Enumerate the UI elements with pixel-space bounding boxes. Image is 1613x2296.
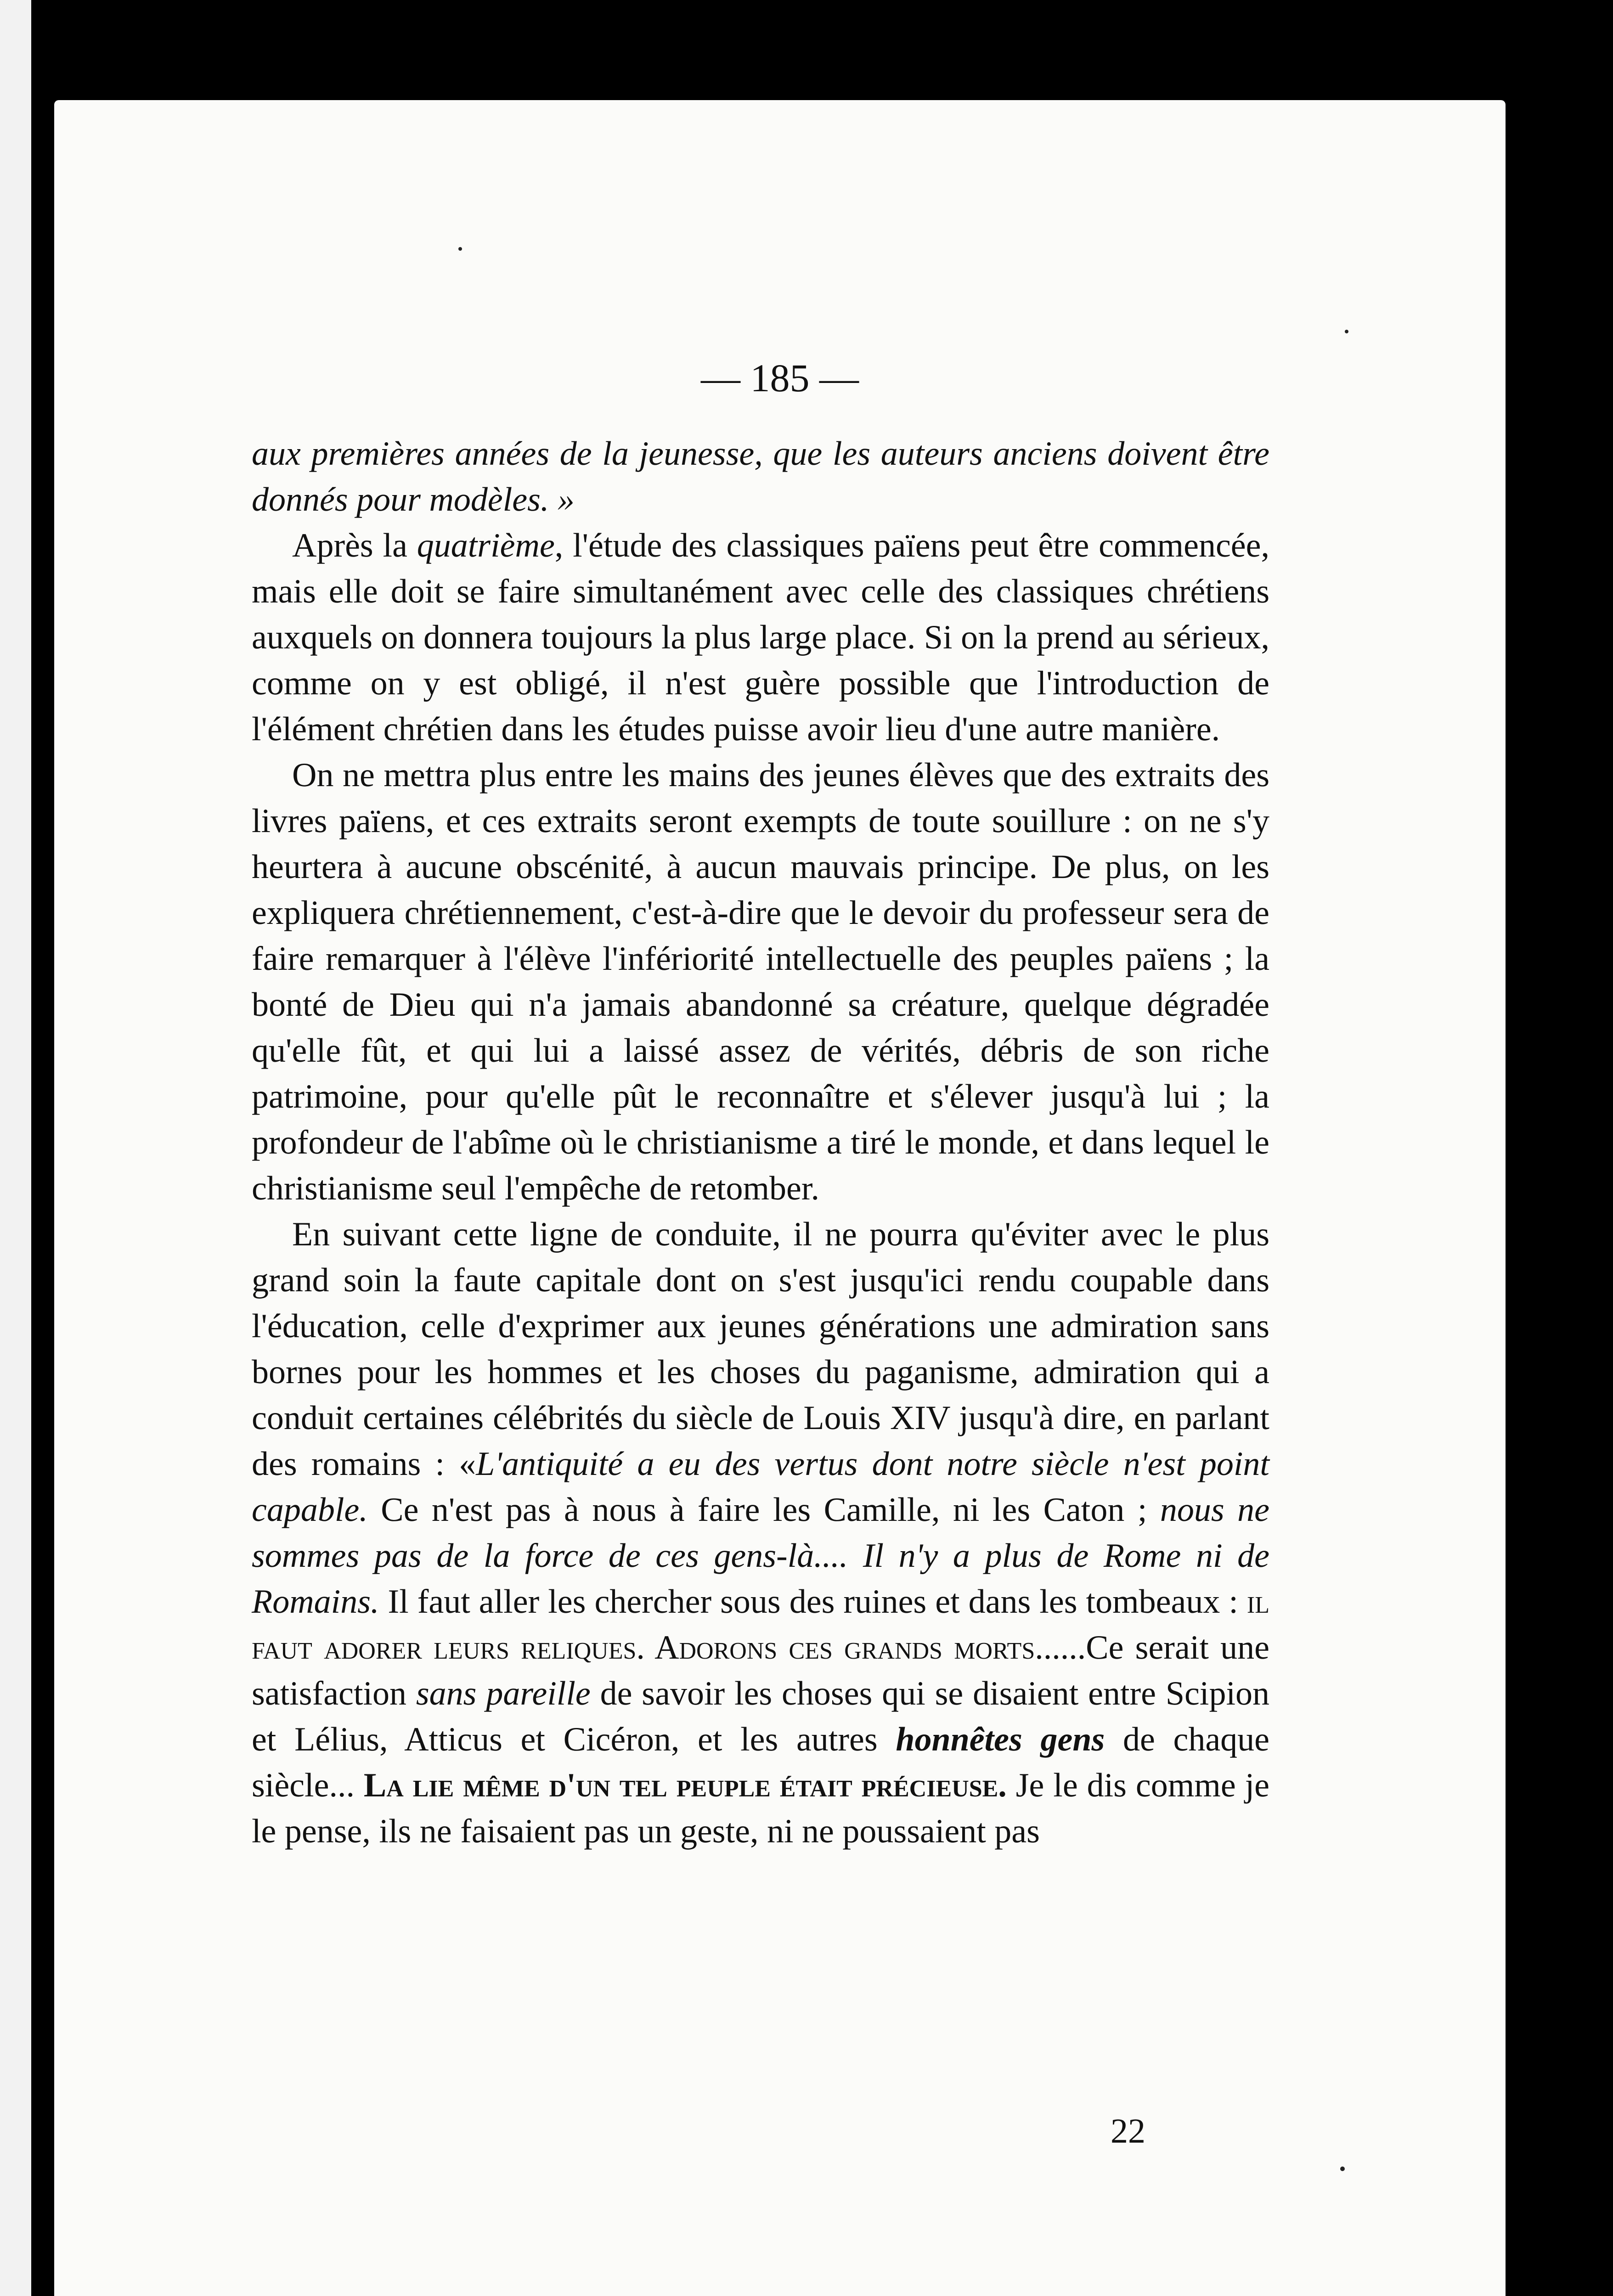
p4-quote-italic-2: nous ne sommes pas de la force de ces gens-là.... Il n'y a plus de Rome ni de Romains.	[252, 1491, 1269, 1621]
scan-speck	[1345, 330, 1348, 333]
p4-part-a: En suivant cette ligne de conduite, il ne pourra qu'éviter avec le plus grand soin la faute capitale dont on s'est jusqu'ici rendu coupable dans l'éducation, celle d'exprimer aux jeunes générations une admiration sans bornes pour les hommes et les choses du paganisme, admiration qui a conduit certaines célébrités du siècle de Louis XIV jusqu'à dire, en parlant des romains : «	[252, 1216, 1269, 1483]
p4-part-k: de chaque siècle...	[252, 1721, 1270, 1804]
p4-part-m: Je le dis comme je le pense, ils ne faisaient pas un geste, ni ne poussaient pas	[252, 1767, 1269, 1850]
p2-part-c: , l'étude des classiques païens peut être commencée, mais elle doit se faire simultanément avec celle des classiques chrétiens auxquels on donnera toujours la plus large place. Si on la prend au sérieux, comme on y est obligé, il n'est guère possible que l'introduction de l'élément chrétien dans les études puisse avoir lieu d'une autre manière.	[252, 527, 1269, 748]
paragraph-1: aux premières années de la jeunesse, que les auteurs anciens doivent être donnés pour modèles. »	[252, 435, 1269, 518]
body-text	[252, 431, 1269, 1854]
p4-part-e: Il faut aller les chercher sous des ruines et dans les tombeaux :	[379, 1583, 1247, 1621]
p2-part-a: Après la	[292, 527, 417, 564]
scan-left-edge	[0, 0, 31, 2296]
p4-italic-sans-pareille: sans pareille	[416, 1675, 591, 1712]
p4-smallcaps-2: La lie même d'un tel peuple était précieuse.	[363, 1767, 1007, 1804]
p4-quote-italic-1: L'antiquité a eu des vertus dont notre siècle n'est point capable.	[252, 1445, 1269, 1529]
signature-mark: 22	[1111, 2112, 1145, 2150]
p4-part-c: Ce n'est pas à nous à faire les Camille, ni les Caton ;	[367, 1491, 1160, 1529]
page-number-header: — 185 —	[701, 356, 859, 400]
scan-speck	[458, 247, 462, 251]
paragraph-4	[252, 1211, 1269, 1854]
p4-italic-honnetes-gens: honnêtes gens	[896, 1721, 1105, 1758]
p4-part-g: ......Ce serait une satisfaction	[252, 1629, 1269, 1712]
p4-smallcaps-1: il faut adorer leurs reliques. Adorons ces grands morts	[252, 1583, 1269, 1666]
p2-italic-word: quatrième	[417, 527, 555, 564]
scan-speck	[1340, 2167, 1345, 2171]
paragraph-2	[252, 523, 1269, 752]
book-page	[54, 100, 1506, 2296]
paragraph-3: On ne mettra plus entre les mains des jeunes élèves que des extraits des livres païens, et ces extraits seront exempts de toute souillure : on ne s'y heurtera à aucune obscénité, à aucun mauvais principe. De plus, on les expliquera chrétiennement, c'est-à-dire que le devoir du professeur sera de faire remarquer à l'élève l'infériorité intellectuelle des peuples païens ; la bonté de Dieu qui n'a jamais abandonné sa créature, quelque dégradée qu'elle fût, et qui lui a laissé assez de vérités, débris de son riche patrimoine, pour qu'elle pût le reconnaître et s'élever jusqu'à lui ; la profondeur de l'abîme où le christianisme a tiré le monde, et dans lequel le christianisme seul l'empêche de retomber.	[252, 756, 1269, 1207]
p4-part-i: de savoir les choses qui se disaient entre Scipion et Lélius, Atticus et Cicéron, et les autres	[252, 1675, 1270, 1758]
